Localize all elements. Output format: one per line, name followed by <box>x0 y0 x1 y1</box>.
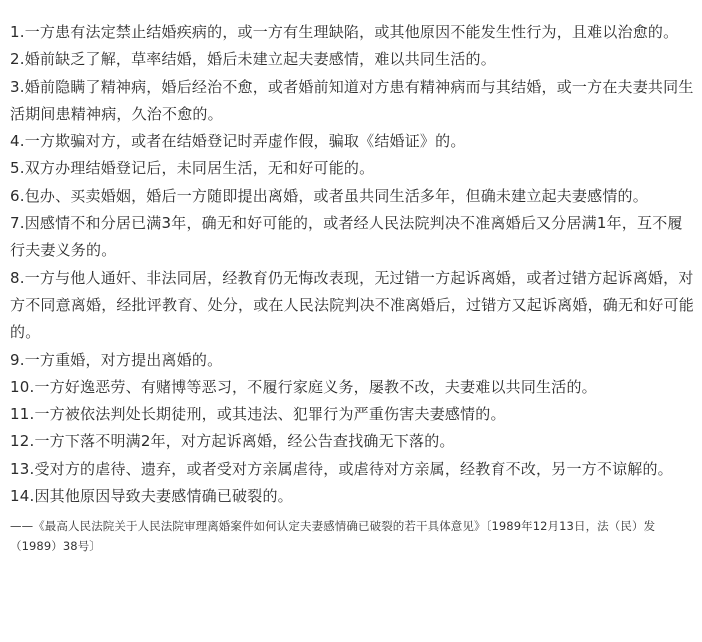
list-item-10: 10.一方好逸恶劳、有赌博等恶习，不履行家庭义务，屡教不改，夫妻难以共同生活的。 <box>10 377 597 396</box>
list-item-1: 1.一方患有法定禁止结婚疾病的，或一方有生理缺陷，或其他原因不能发生性行为，且难以治愈的。 <box>10 23 679 41</box>
list-item-4: 4.一方欺骗对方，或者在结婚登记时弄虚作假，骗取《结婚证》的。 <box>10 132 466 151</box>
list-item-6: 6.包办、买卖婚姻，婚后一方随即提出离婚，或者虽共同生活多年，但确未建立起夫妻感情的。 <box>10 186 648 205</box>
list-item-14: 14.因其他原因导致夫妻感情确已破裂的。 <box>10 487 293 506</box>
list-item-8: 8.一方与他人通奸、非法同居，经教育仍无悔改表现，无过错一方起诉离婚，或者过错方起诉离婚，对方不同意离婚，经批评教育、处分，或在人民法院判决不准离婚后，过错方又起诉离婚，确无和好可能的。 <box>10 268 695 342</box>
list-item-11: 11.一方被依法判处长期徒刑，或其违法、犯罪行为严重伤害夫妻感情的。 <box>10 405 506 424</box>
list-item-7: 7.因感情不和分居已满3年，确无和好可能的，或者经人民法院判决不准离婚后又分居满1年，互不履行夫妻义务的。 <box>10 214 683 260</box>
list-item-13: 13.受对方的虐待、遗弃，或者受对方亲属虐待，或虐待对方亲属，经教育不改，另一方不谅解的。 <box>10 459 673 478</box>
source-citation: ——《最高人民法院关于人民法院审理离婚案件如何认定夫妻感情确已破裂的若干具体意见》〔1989年12月13日，法（民）发（1989）38号〕 <box>10 519 656 554</box>
list-item-3: 3.婚前隐瞒了精神病，婚后经治不愈，或者婚前知道对方患有精神病而与其结婚，或一方在夫妻共同生活期间患精神病，久治不愈的。 <box>10 77 694 123</box>
list-item-5: 5.双方办理结婚登记后，未同居生活，无和好可能的。 <box>10 159 375 178</box>
list-item-9: 9.一方重婚，对方提出离婚的。 <box>10 350 223 369</box>
document-body <box>10 19 696 568</box>
list-item-12: 12.一方下落不明满2年，对方起诉离婚，经公告查找确无下落的。 <box>10 432 455 451</box>
list-item-2: 2.婚前缺乏了解，草率结婚，婚后未建立起夫妻感情，难以共同生活的。 <box>10 50 496 69</box>
